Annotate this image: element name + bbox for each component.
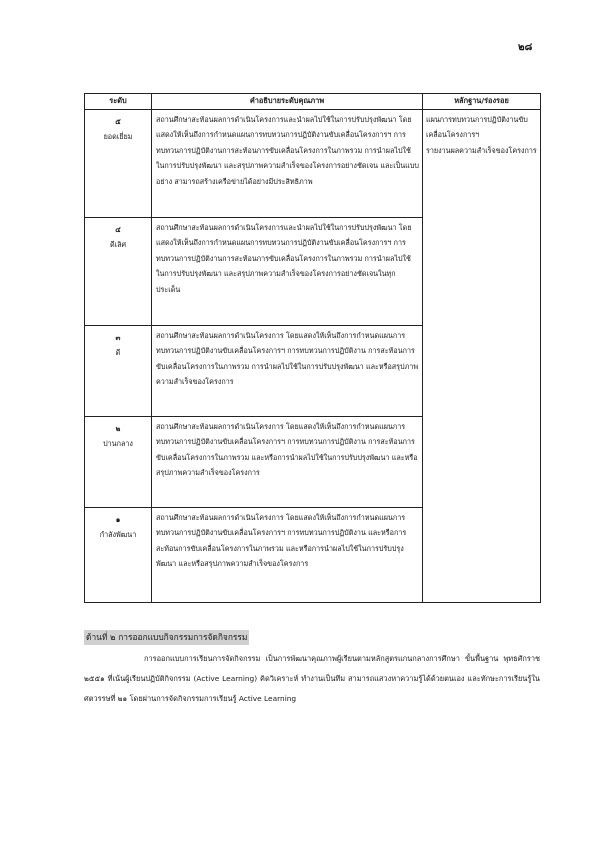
evidence-cell [423,110,541,603]
level-description: สถานศึกษาสะท้อนผลการดำเนินโครงการ โดยแสดงให้เห็นถึงการกำหนดแผนการทบทวนการปฏิบัติงานขับเคลื่อนโครงการฯ การทบทวนการปฏิบัติงาน การสะท้อนการขับเคลื่อนโครงการในภาพรวม และหรือการนำผลไปใช้ในการปรับปรุงพัฒนา และหรือสรุปภาพความสำเร็จของโครงการ [152,417,423,508]
quality-rubric-table [84,93,541,603]
level-cell [85,326,152,417]
level-cell [85,218,152,326]
level-description: สถานศึกษาสะท้อนผลการดำเนินโครงการและนำผลไปใช้ในการปรับปรุงพัฒนา โดยแสดงให้เห็นถึงการกำหนดแผนการทบทวนการปฏิบัติงานขับเคลื่อนโครงการฯ การทบทวนการปฏิบัติงานการสะท้อนการขับเคลื่อนโครงการในภาพรวม การนำผลไปใช้ในการปรับปรุงพัฒนา และสรุปภาพความสำเร็จของโครงการอย่างชัดเจน และเป็นแบบอย่าง สามารถสร้างเครือข่ายได้อย่างมีประสิทธิภาพ [152,110,423,218]
section-body [84,649,540,709]
level-number: ๕ [115,117,121,126]
header-evidence: หลักฐาน/ร่องรอย [423,94,541,110]
section-body-text: การออกแบบการเรียนการจัดกิจกรรม เป็นการพัฒนาคุณภาพผู้เรียนตามหลักสูตรแกนกลางการศึกษา ขั้นพื้นฐาน พุทธศักราช ๒๕๕๑ ที่เน้นผู้เรียนปฏิบัติกิจกรรม (Active Learning) คิดวิเคราะห์ ทำงานเป็นทีม สามารถแสวงหาความรู้ได้ด้วยตนเอง และทักษะการเรียนรู้ในศตวรรษที่ ๒๑ โดยผ่านการจัดกิจกรรมการเรียนรู้ Active Learning [84,654,540,703]
evidence-item: รายงานผลความสำเร็จของโครงการ [426,145,537,155]
level-name: ดีเลิศ [109,240,127,249]
level-number: ๓ [115,333,121,342]
table-row [85,110,541,218]
evidence-item: แผนการทบทวนการปฏิบัติงานขับเคลื่อนโครงการฯ [426,115,528,140]
page-number: ๒๘ [518,42,533,53]
level-number: ๑ [115,515,121,524]
level-name: ดี [115,348,121,357]
level-name: กำลังพัฒนา [99,530,137,539]
level-name: ยอดเยี่ยม [103,132,133,141]
level-cell [85,417,152,508]
section-heading: ด้านที่ ๒ การออกแบบกิจกรรมการจัดกิจกรรม [84,630,249,645]
table-header-row [85,94,541,110]
level-cell [85,110,152,218]
header-level: ระดับ [85,94,152,110]
level-number: ๒ [115,424,121,433]
level-number: ๔ [115,225,121,234]
level-description: สถานศึกษาสะท้อนผลการดำเนินโครงการ โดยแสดงให้เห็นถึงการกำหนดแผนการทบทวนการปฏิบัติงานขับเคลื่อนโครงการฯ การทบทวนการปฏิบัติงาน การสะท้อนการขับเคลื่อนโครงการในภาพรวม การนำผลไปใช้ในการปรับปรุงพัฒนา และหรือสรุปภาพความสำเร็จของโครงการ [152,326,423,417]
header-description: คำอธิบายระดับคุณภาพ [152,94,423,110]
level-cell [85,508,152,603]
level-name: ปานกลาง [103,439,133,448]
level-description: สถานศึกษาสะท้อนผลการดำเนินโครงการและนำผลไปใช้ในการปรับปรุงพัฒนา โดยแสดงให้เห็นถึงการกำหนดแผนการทบทวนการปฏิบัติงานขับเคลื่อนโครงการฯ การทบทวนการปฏิบัติงานการสะท้อนการขับเคลื่อนโครงการในภาพรวม การนำผลไปใช้ในการปรับปรุงพัฒนา และสรุปภาพความสำเร็จของโครงการอย่างชัดเจนในทุกประเด็น [152,218,423,326]
level-description: สถานศึกษาสะท้อนผลการดำเนินโครงการ โดยแสดงให้เห็นถึงการกำหนดแผนการทบทวนการปฏิบัติงานขับเคลื่อนโครงการฯ การทบทวนการปฏิบัติงาน และหรือการสะท้อนการขับเคลื่อนโครงการในภาพรวม และหรือการนำผลไปใช้ในการปรับปรุงพัฒนา และหรือสรุปภาพความสำเร็จของโครงการ [152,508,423,603]
